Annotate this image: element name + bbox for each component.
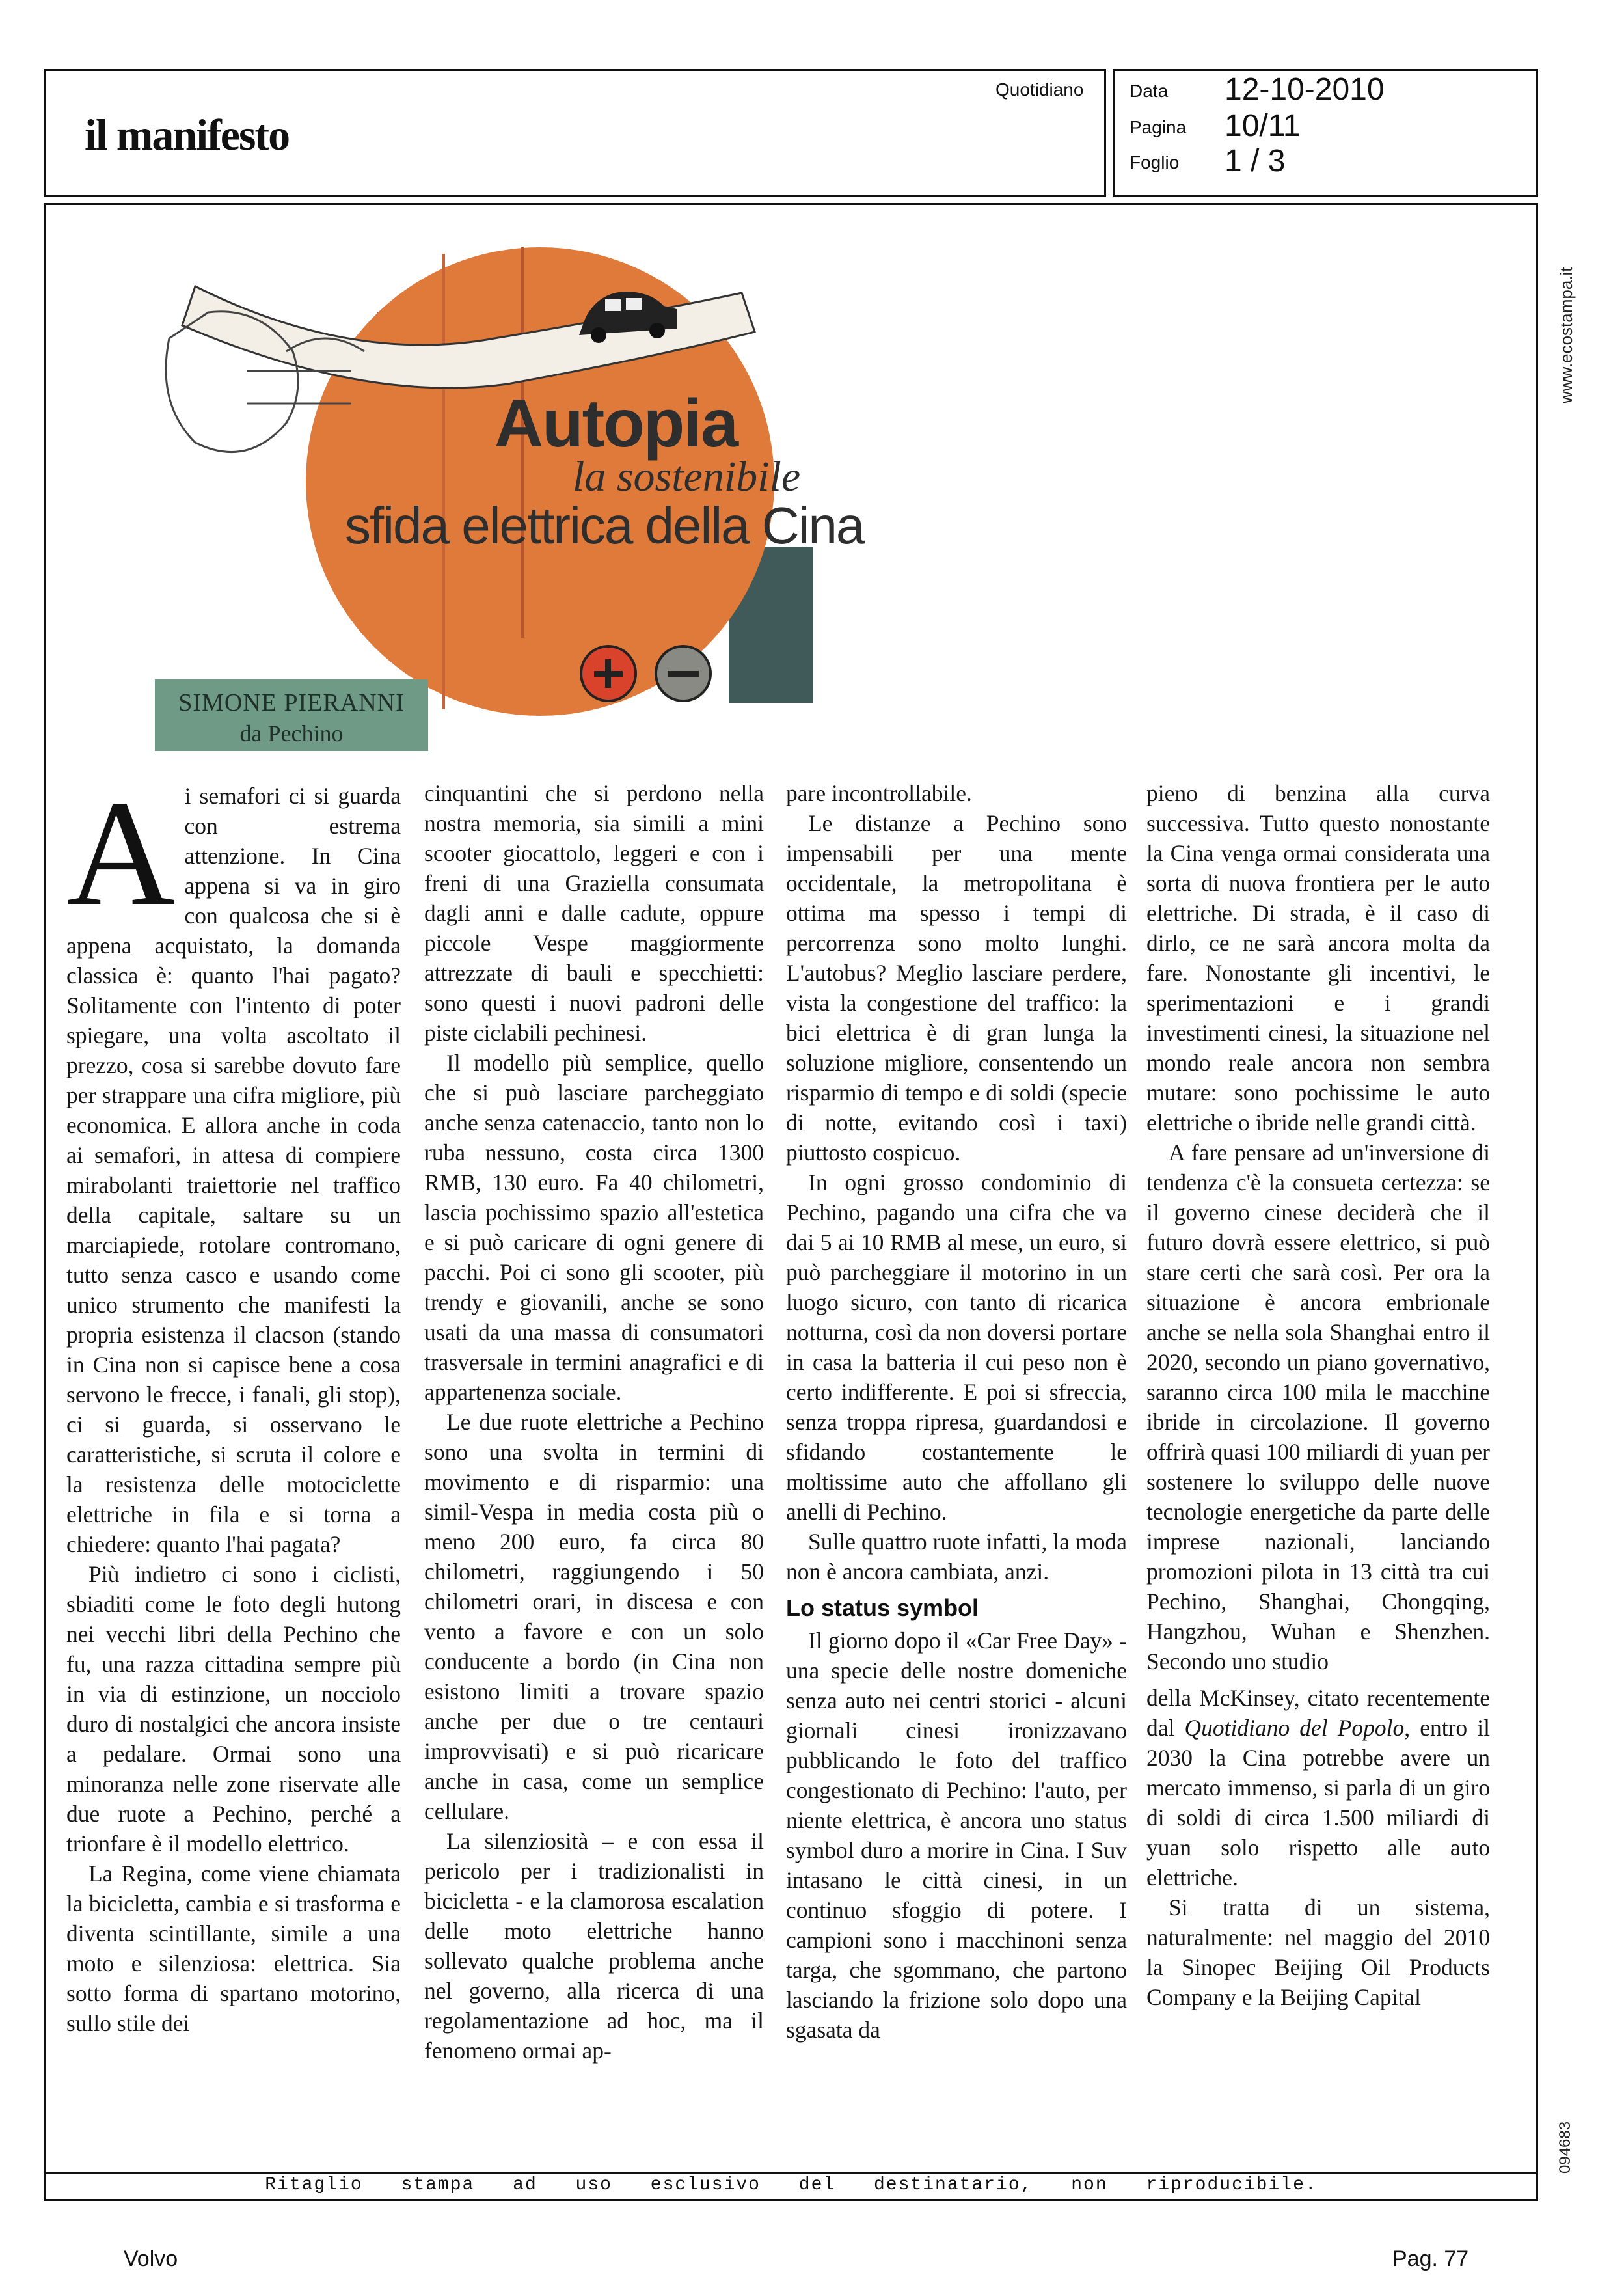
sheet-value: 1 / 3	[1225, 144, 1286, 178]
author-name: SIMONE PIERANNI	[178, 689, 405, 716]
author-location: da Pechino	[239, 720, 344, 746]
footer-page: Pag. 77	[1392, 2246, 1469, 2271]
column-2	[424, 778, 764, 2066]
text-run: , entro il 2030 la Cina potrebbe avere un mercato immenso, si parla di un giro di soldi di circa 1.500 miliardi di yuan solo rispetto alle auto elettriche.	[1146, 1715, 1490, 1890]
paragraph: La Regina, come viene chiamata la bicicletta, cambia e si trasforma e diventa scintillante, simile a una moto e silenziosa: elettrica. Sia sotto forma di spartano motorino, sullo stile dei	[66, 1861, 401, 2036]
side-url	[1552, 215, 1578, 403]
newspaper-name: Quotidiano del Popolo	[1184, 1715, 1405, 1741]
paragraph: A fare pensare ad un'inversione di tendenza c'è la consueta certezza: se il governo cinese deciderà che il futuro dovrà essere elettrico, si può stare certi che sarà così. Per ora la situazione è ancora embrionale anche se nella sola Shanghai entro il 2020, secondo un piano governativo, saranno circa 100 mila le macchine ibride in circolazione. Il governo offrirà quasi 100 miliardi di yuan per sostenere lo sviluppo delle nuove tecnologie energetiche da parte delle imprese nazionali, lanciando promozioni pilota in 13 città tra cui Pechino, Shanghai, Chongqing, Hangzhou, Wuhan e Shenzhen. Secondo uno studio	[1146, 1140, 1490, 1674]
column-4	[1146, 778, 1490, 2012]
article-title: Autopia	[494, 386, 738, 461]
clip-notice: Ritaglio stampa ad uso esclusivo del destinatario, non riproducibile.	[265, 2175, 1318, 2195]
date-value: 12-10-2010	[1225, 72, 1385, 107]
paragraph: cinquantini che si perdono nella nostra memoria, sia simili a mini scooter giocattolo, leggeri e con i freni di una Graziella consumata dagli anni e dalle cadute, oppure piccole Vespe maggiormente attrezzate di bauli e specchietti: sono questi i nuovi padroni delle piste ciclabili pechinesi.	[424, 780, 764, 1046]
page-value: 10/11	[1225, 109, 1301, 143]
strip-line	[442, 254, 445, 709]
column-1	[66, 770, 401, 2038]
paragraph: In ogni grosso condominio di Pechino, pagando una cifra che va dai 5 ai 10 RMB al mese, un euro, si può parcheggiare il motorino in un luogo sicuro, con tanto di ricarica notturna, così da non doversi portare in casa la batteria il cui peso non è certo indifferente. E poi si sfreccia, senza troppa ripresa, guardandosi e sfidando costantemente le moltissime auto che affollano gli anelli di Pechino.	[786, 1169, 1127, 1525]
paragraph: Il giorno dopo il «Car Free Day» - una specie delle nostre domeniche senza auto nei centri storici - alcuni giornali cinesi ironizzavano pubblicando le foto del traffico congestionato di Pechino: l'auto, per niente elettrica, è ancora uno status symbol duro a morire in Cina. I Suv intasano le città cinesi, in un continuo sfoggio di potere. I campioni sono i macchinoni senza targa, che sgommano, che partono lasciando la frizione solo dopo una sgasata da	[786, 1628, 1127, 2043]
paragraph: i semafori ci si guarda con estrema attenzione. In Cina appena si va in giro con qualcosa che si è appena acquistato, la domanda classica è: quanto l'hai pagato? Solitamente con l'intento di poter spiegare, una volta ascoltato il prezzo, cosa si sarebbe dovuto fare per strappare una cifra migliore, più economica. E allora anche in coda ai semafori, in attesa di compiere mirabolanti traiettorie nel traffico della capitale, saltare su un marciapiede, rotolare contromano, tutto senza casco e usando come unico strumento che manifesti la propria esistenza il clacson (stando in Cina non si capisce bene a cosa servono le frecce, i fanali, gli stop), ci si guarda, si osservano le caratteristiche, si scruta il colore e la resistenza delle motociclette elettriche in fila e si torna a chiedere: quanto l'hai pagata?	[66, 783, 401, 1557]
text-run: della McKinsey, citato recentemente dal	[1146, 1685, 1490, 1741]
side-code-text: 094683	[1556, 2121, 1574, 2174]
page-label: Pagina	[1130, 117, 1187, 137]
side-url-text: www.ecostampa.it	[1556, 267, 1576, 403]
paragraph: Si tratta di un sistema, naturalmente: nel maggio del 2010 la Sinopec Beijing Oil Products Company e la Beijing Capital	[1146, 1894, 1490, 2010]
drop-cap: A	[66, 770, 176, 937]
sheet-label: Foglio	[1130, 152, 1180, 172]
section-heading: Lo status symbol	[786, 1594, 979, 1621]
paper-type: Quotidiano	[995, 79, 1084, 100]
column-3	[786, 778, 1127, 2045]
date-label: Data	[1130, 81, 1169, 101]
paragraph: Sulle quattro ruote infatti, la moda non è ancora cambiata, anzi.	[786, 1529, 1127, 1585]
paragraph	[1146, 1683, 1490, 1892]
paragraph: La silenziosità – e con essa il pericolo per i tradizionalisti in bicicletta - e la clamorosa escalation delle moto elettriche hanno sollevato qualche problema anche nel governo, alla ricerca di una regolamentazione ad hoc, ma il fenomeno ormai ap-	[424, 1828, 764, 2064]
plus-icon	[581, 646, 636, 701]
masthead: il manifesto	[85, 110, 290, 159]
paragraph: Più indietro ci sono i ciclisti, sbiaditi come le foto degli hutong nei vecchi libri della Pechino che fu, una razza cittadina sempre più in via di estinzione, un nocciolo duro di nostalgici che ancora insiste a pedalare. Ormai sono una minoranza nelle zone riservate alle due ruote a Pechino, perché a trionfare è il modello elettrico.	[66, 1561, 401, 1857]
paragraph: Le distanze a Pechino sono impensabili per una mente occidentale, la metropolitana è ottima ma spesso i tempi di percorrenza sono molto lunghi. L'autobus? Meglio lasciare perdere, vista la congestione del traffico: la bici elettrica è di gran lunga la soluzione migliore, consentendo un risparmio di tempo e di soldi (specie di notte, evitando così i taxi) piuttosto cospicuo.	[786, 810, 1127, 1166]
paragraph: Il modello più semplice, quello che si può lasciare parcheggiato anche senza catenaccio, tanto non lo ruba nessuno, costa circa 1300 RMB, 130 euro. Fa 40 chilometri, lascia pochissimo spazio all'estetica e si può caricare di ogni genere di pacchi. Poi ci sono gli scooter, più trendy e giovanili, anche se sono usati da una massa di consumatori trasversale in termini anagrafici e di appartenenza sociale.	[424, 1050, 764, 1405]
article-subtitle: sfida elettrica della Cina	[345, 497, 864, 554]
paragraph: pieno di benzina alla curva successiva. Tutto questo nonostante la Cina venga ormai considerata una sorta di nuova frontiera per le auto elettriche. Di strada, è il caso di dirlo, ce ne sarà ancora molta da fare. Nonostante gli incentivi, le sperimentazioni e i grandi investimenti cinesi, la situazione nel mondo reale ancora non sembra mutare: sono pochissime le auto elettriche o ibride nelle grandi città.	[1146, 780, 1490, 1136]
side-code	[1552, 2095, 1578, 2180]
paragraph: Le due ruote elettriche a Pechino sono una svolta in termini di movimento e di risparmio: una simil-Vespa in media costa più o meno 200 euro, fa circa 80 chilometri, raggiungendo i 50 chilometri orari, in discesa e con vento a favore e con un solo conducente a bordo (in Cina non esistono limiti a trovare spazio anche per due o tre centauri improvvisati) e si può ricaricare anche in casa, come un semplice cellulare.	[424, 1409, 764, 1824]
minus-icon	[656, 646, 710, 701]
paragraph: pare incontrollabile.	[786, 780, 972, 806]
footer-client: Volvo	[124, 2246, 178, 2271]
article-illustration	[156, 208, 924, 742]
article-subtitle-italic: la sostenibile	[573, 453, 801, 500]
